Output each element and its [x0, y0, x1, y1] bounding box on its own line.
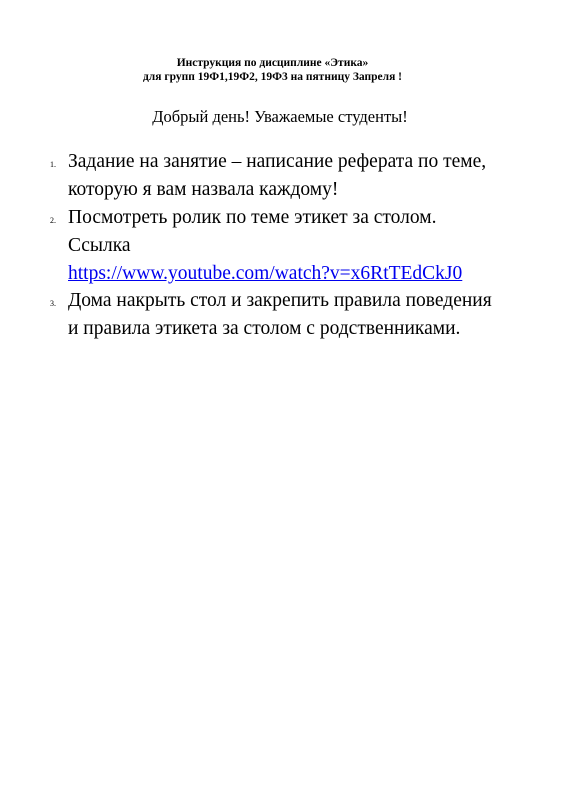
list-item-text: Ссылка	[68, 235, 131, 256]
list-item-text: Посмотреть ролик по теме этикет за столом.	[68, 207, 437, 228]
greeting-text: Добрый день! Уважаемые студенты!	[152, 107, 408, 126]
list-number: 3.	[50, 299, 56, 308]
list-item-text: и правила этикета за столом с родственниками.	[68, 318, 461, 339]
list-item-text: Задание на занятие – написание реферата по теме,	[68, 151, 487, 172]
list-item-text: которую я вам назвала каждому!	[68, 179, 339, 200]
list-item-text: Дома накрыть стол и закрепить правила поведения	[68, 290, 492, 311]
document-subtitle: для групп 19Ф1,19Ф2, 19Ф3 на пятницу Запреля !	[142, 71, 402, 83]
list-number: 2.	[50, 216, 56, 225]
youtube-link[interactable]: https://www.youtube.com/watch?v=x6RtTEdCkJ0	[68, 263, 463, 284]
list-number: 1.	[50, 160, 56, 169]
document-title: Инструкция по дисциплине «Этика»	[176, 57, 369, 69]
